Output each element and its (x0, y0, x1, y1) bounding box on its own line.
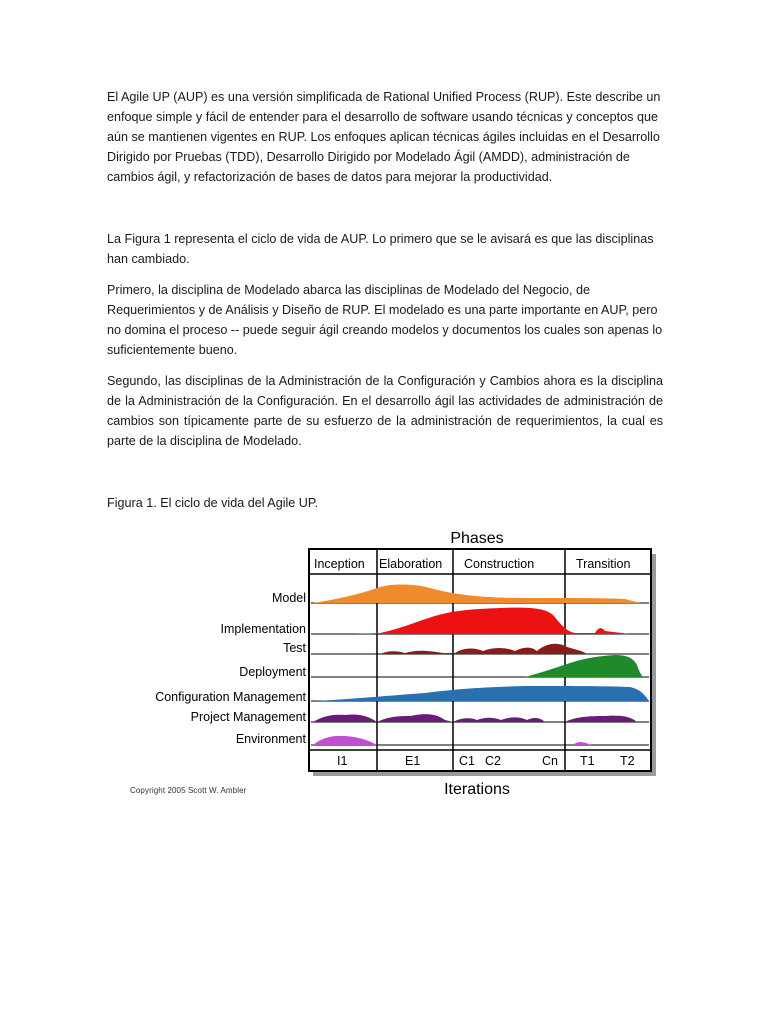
iteration-label-t2: T2 (620, 754, 635, 768)
phase-label-inception: Inception (314, 557, 365, 571)
phase-label-construction: Construction (464, 557, 535, 571)
iteration-label-cn: Cn (542, 754, 558, 768)
iteration-label-c1: C1 (459, 754, 475, 768)
iteration-label-t1: T1 (580, 754, 595, 768)
figure-caption: Figura 1. El ciclo de vida del Agile UP. (107, 496, 319, 510)
paragraph-intro: El Agile UP (AUP) es una versión simplificada de Rational Unified Process (RUP). Este describe un enfoque simple y fácil de entender para el desarrollo de software usando técnicas y conceptos que aún se mantienen vigentes en RUP. Los enfoques aplican técnicas ágiles incluidas en el Desarrollo Dirigido por Pruebas (TDD), Desarrollo Dirigido por Modelado Ágil (AMDD), administración de cambios ágil, y refactorización de bases de datos para mejorar la productividad. (107, 90, 661, 184)
discipline-label-test: Test (283, 641, 306, 655)
phase-label-elaboration: Elaboration (379, 557, 443, 571)
discipline-label-implementation: Implementation (220, 622, 306, 636)
paragraph-configuration: Segundo, las disciplinas de la Administración de la Configuración y Cambios ahora es la disciplina de la Administración de la Configuración. En el desarrollo ágil las actividades de administración de cambios son típicamente parte de su esfuerzo de la administración de requerimientos, la cual es parte de la disciplina de Modelado. (107, 374, 663, 448)
discipline-label-model: Model (271, 591, 306, 605)
figure-title: Phases (450, 530, 504, 547)
discipline-label-deployment: Deployment (239, 665, 306, 679)
phase-label-transition: Transition (576, 557, 631, 571)
paragraph-modeling: Primero, la disciplina de Modelado abarca las disciplinas de Modelado del Negocio, de Requerimientos y de Análisis y Diseño de RUP. El modelado es una parte importante en AUP, pero no domina el proceso -- puede seguir ágil creando modelos y documentos los cuales son apenas lo suficientemente bueno. (107, 283, 663, 357)
iteration-label-e1: E1 (405, 754, 421, 768)
discipline-label-environment: Environment (235, 732, 306, 746)
iteration-label-c2: C2 (485, 754, 501, 768)
discipline-label-project-management: Project Management (190, 710, 306, 724)
aup-lifecycle-figure (125, 523, 665, 803)
discipline-label-configuration-management: Configuration Management (155, 690, 306, 704)
paragraph-figure-reference: La Figura 1 representa el ciclo de vida de AUP. Lo primero que se le avisará es que las disciplinas han cambiado. (107, 232, 654, 266)
iterations-axis-label: Iterations (444, 781, 510, 798)
iteration-label-i1: I1 (337, 754, 348, 768)
figure-copyright: Copyright 2005 Scott W. Ambler (130, 786, 247, 795)
